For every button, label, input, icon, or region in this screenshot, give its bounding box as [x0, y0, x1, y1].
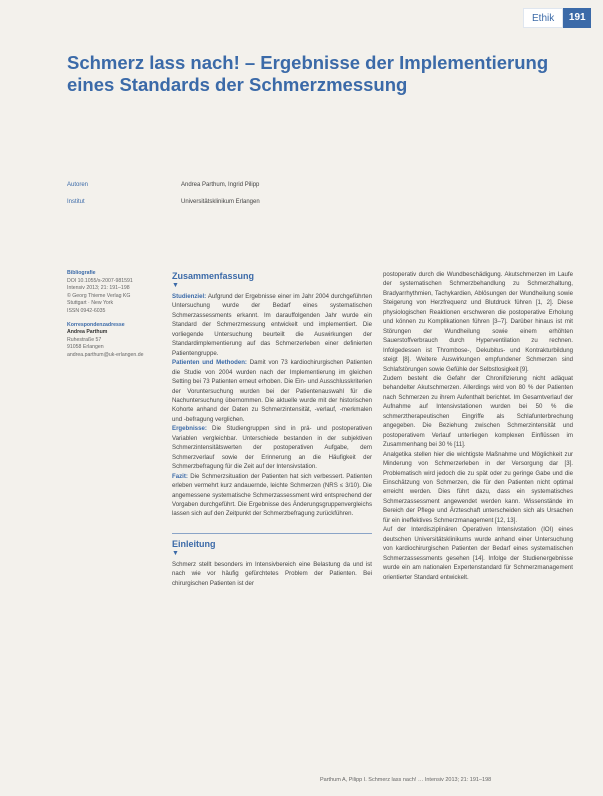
intro-text: Schmerz stellt besonders im Intensivbereich eine Belastung da und ist nach wie vor häufig gefürchtetes Problem der Patienten. Bei chirurgischen Patienten ist der: [172, 560, 372, 587]
section-divider: [172, 533, 372, 534]
address-line: Ruhestraße 57: [67, 336, 102, 343]
authors: Andrea Parthum, Ingrid Pilipp: [181, 182, 260, 188]
bib-line: © Georg Thieme Verlag KG: [67, 292, 131, 299]
footer-citation: Parthum A, Pilipp I. Schmerz lass nach! … Intensiv 2013; 21: 191–198: [320, 777, 492, 783]
body-paragraph: Analgetika stellen hier die wichtigste Maßnahme und Möglichkeit zur Minderung von Schmerzerleben in der Versorgung dar [3]. Problematisch wird jedoch die zu spät oder zu geringe Gabe und die Einschätzung von Schmerzen, die für den Patienten nicht optimal erreicht werden. Dies führt dazu, dass ein systematisches Schmerzassessment angewendet werden kann. Wissenstände im Bereich der Pflege und Ärzteschaft unterscheiden sich als Ursachen für ein ineffektives Schmerzmanagement [12, 13].: [383, 450, 573, 524]
bib-line: ISSN 0942-6035: [67, 307, 106, 314]
doi: DOI 10.1055/s-2007-981591: [67, 277, 133, 284]
arrow-down-icon: ▼: [172, 549, 179, 557]
body-paragraph: Auf der Interdisziplinären Operativen Intensivstation (IOI) eines deutschen Universitätsklinikums wurde anhand einer Untersuchung von kardiochirurgischen Patienten der Bedarf eines systematischen Schmerzassessments gesehen [14]. Infolge der Studienergebnisse wurde ein am nationalen Expertenstandard für Schmerzmanagement orientierter Standard entwickelt.: [383, 526, 573, 581]
body-paragraph: postoperativ durch die Wundbeschädigung. Akutschmerzen im Laufe der systematischen Schmerzbehandlung zu Schmerzhaltung, Bradyarrhythmien, Tachykardien, Ablösungen der Wundheilung sowie Steigerung von Herzfrequenz und Blutdruck führen [1, 2]. Diese physiologischen Reaktionen erschweren die postoperative Erholung und können zu Komplikationen führen [3–7]. Darüber hinaus ist mit Störungen der Wundheilung sowie einem erhöhten Sauerstoffverbrauch durch Hyperventilation zu rechnen. Infolgedessen ist Thrombose-, Dekubitus- und Kontrakturbildung steigt [8]. Weitere Auswirkungen empfundener Schmerzen sind Schlafstörungen sowie Gefühle der Selbstlosigkeit [9].: [383, 271, 573, 373]
abstract-results: Ergebnisse: Die Studiengruppen sind in prä- und postoperativen Variablen vergleichbar. Unterschiede bestanden in der subjektiven Schmerzintensitätswerten der postoperativen Aufgabe, dem Schmerzverlauf sowie der Erinnerung an die Häufigkeit der Schmerzbefragung für die Zeit auf der Intensivstation.: [172, 425, 372, 471]
institute: Universitätsklinikum Erlangen: [181, 199, 260, 205]
bibliography-label: Bibliografie: [67, 270, 96, 276]
arrow-down-icon: ▼: [172, 282, 179, 289]
section-label: Ethik: [523, 8, 563, 28]
abstract-column: [172, 270, 372, 588]
body-paragraph: Zudem besteht die Gefahr der Chronifizierung nicht adäquat behandelter Akutschmerzen. Allerdings wird von 80 % der Patienten nach Schmerzen zu ihrem Aufenthalt berichtet. Im Gesamtverlauf der Aufnahme auf Intensivstationen wurden bei 50 % die schmerztherapeutischen Eingriffe als Schlafunterbrechung angegeben. Die Beziehung zwischen Schmerzintensität und postoperativem Verlauf unterliegen komplexen Einflüssen im Zusammenhang bei 30 % [11].: [383, 374, 573, 449]
abstract-conclusion: Fazit: Die Schmerzsituation der Patienten hat sich verbessert. Patienten erleben vermehrt kurz andauernde, leichte Schmerzen (NRS ≤ 3/10). Die angemessene systematische Schmerzassessment wird entsprechend der Vorgaben durchgeführt. Die Ergebnisse des Änderungsgruppenvergleichs lassen sich auf den Zeitpunkt der Schmerzbefragung zurückführen.: [172, 472, 372, 518]
address-line: 91058 Erlangen: [67, 344, 104, 351]
body-column: [383, 270, 573, 582]
page-number: 191: [563, 8, 591, 28]
abstract-methods: Patienten und Methoden: Damit von 73 kardiochirurgischen Patienten die Studie von 2004 wurden nach der Implementierung im gleichen Setting bei 73 Patienten erneut erhoben. Die Ein- und Ausschlusskriterien der Voruntersuchung wurden bei der Patientenauswahl für die Nachuntersuchung übernommen. Die aktuelle wurde mit der historischen Kohorte anhand der Daten zu Schmerzintensität, -verlauf, -merkmalen und -befragung verglichen.: [172, 359, 372, 423]
correspondence-name: Andrea Parthum: [67, 329, 108, 336]
intro-heading: Einleitung: [172, 538, 216, 549]
correspondence-label: Korrespondenzadresse: [67, 321, 125, 328]
abstract-objective: Studienziel: Aufgrund der Ergebnisse einer im Jahr 2004 durchgeführten Untersuchung wurde der Bedarf eines systematischen Schmerzassessments erkannt. Im darauffolgenden Jahr wurde ein Standard der Schmerzmessung entwickelt und implementiert. Die vorliegende Untersuchung beurteilt die Auswirkungen der Standardimplementierung auf das Schmerzerleben einer definierten Patientengruppe.: [172, 293, 373, 357]
abstract-heading: Zusammenfassung: [172, 271, 255, 281]
header-tab: [523, 8, 591, 28]
bib-line: Stuttgart · New York: [67, 300, 114, 307]
institute-label: Institut: [67, 199, 85, 205]
authors-label: Autoren: [67, 182, 89, 188]
article-title: Schmerz lass nach! – Ergebnisse der Implementierung eines Standards der Schmerzmessung: [67, 52, 549, 95]
article-info-sidebar: [67, 270, 167, 360]
email: andrea.parthum@uk-erlangen.de: [67, 351, 144, 358]
bib-line: Intensiv 2013; 21: 191–198: [67, 285, 130, 292]
